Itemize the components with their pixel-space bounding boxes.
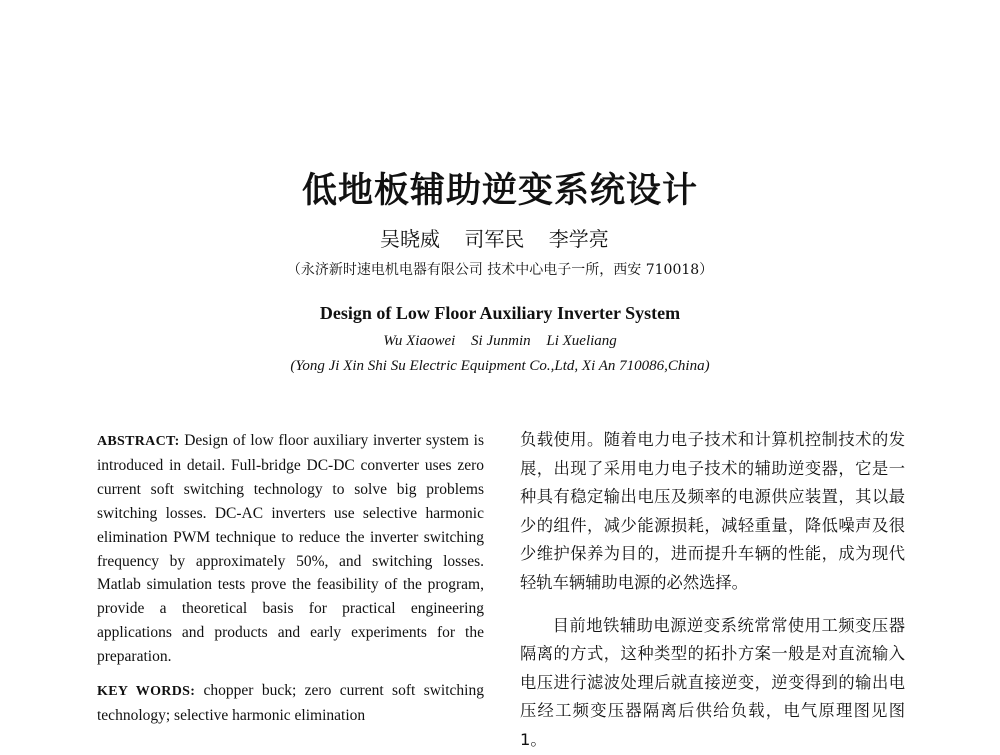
paper-title-cn: 低地板辅助逆变系统设计 bbox=[301, 170, 698, 211]
author-cn-3: 李学亮 bbox=[548, 227, 609, 251]
left-column bbox=[97, 429, 484, 728]
affiliation-cn: （永济新时速电机电器有限公司 技术中心电子一所，西安 710018） bbox=[286, 262, 714, 278]
affiliation-en: (Yong Ji Xin Shi Su Electric Equipment Co.,Ltd, Xi An 710086,China) bbox=[290, 358, 710, 374]
author-cn-2: 司军民 bbox=[464, 227, 525, 251]
author-en-3: Li Xueliang bbox=[546, 333, 617, 349]
authors-cn bbox=[380, 223, 627, 252]
abstract-label: ABSTRACT: bbox=[97, 434, 185, 449]
body-paragraph-1: 负载使用。随着电力电子技术和计算机控制技术的发展，出现了采用电力电子技术的辅助逆变器，它是一种具有稳定输出电压及频率的电源供应装置，其以最少的组件，减少能源损耗，减轻重量，降低噪声及很少维护保养为目的，进而提升车辆的性能，成为现代轻轨车辆辅助电源的必然选择。 bbox=[520, 430, 905, 592]
abstract-text: Design of low floor auxiliary inverter system is introduced in detail. Full-bridge DC-DC converter uses zero current soft switching technology to solve big problems switching losses. DC-AC inverters use selective harmonic elimination PWM technique to reduce the inverter switching frequency by approximately 50%, and switching losses. Matlab simulation tests prove the feasibility of the program, provide a theoretical basis for practical engineering applications and products and early experiments for the preparation. bbox=[97, 432, 484, 666]
keywords-text: chopper buck; zero current soft switching technology; selective harmonic elimination bbox=[97, 682, 484, 724]
keywords-paragraph bbox=[97, 679, 484, 728]
authors-en bbox=[0, 333, 1000, 350]
paper-title-en: Design of Low Floor Auxiliary Inverter System bbox=[319, 303, 681, 323]
right-column bbox=[520, 426, 905, 755]
keywords-label: KEY WORDS: bbox=[97, 684, 204, 700]
body-paragraph-2: 目前地铁辅助电源逆变系统常常使用工频变压器隔离的方式，这种类型的拓扑方案一般是对直流输入电压进行滤波处理后就直接逆变，逆变得到的输出电压经工频变压器隔离后供给负载，电气原理图见图 1。 bbox=[520, 615, 905, 749]
author-en-2: Si Junmin bbox=[471, 333, 531, 349]
author-en-1: Wu Xiaowei bbox=[383, 333, 456, 349]
abstract-paragraph bbox=[97, 429, 484, 669]
author-cn-1: 吴晓威 bbox=[380, 227, 440, 251]
